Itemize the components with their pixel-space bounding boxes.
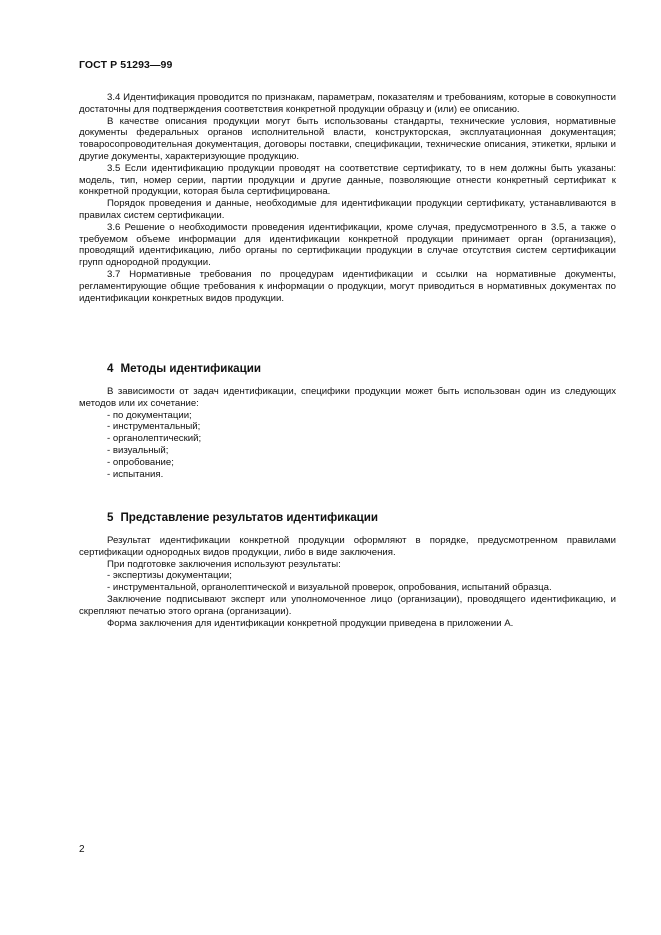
section-5-number: 5	[107, 511, 114, 524]
section-4-number: 4	[107, 362, 114, 375]
section-4-heading	[107, 362, 268, 375]
section-5-paragraph-result: Результат идентификации конкретной продукции оформляют в порядке, предусмотренном правилами сертификации однородных видов продукции, либо в виде заключения.	[79, 535, 616, 558]
paragraph-procedure: Порядок проведения и данные, необходимые для идентификации продукции сертификату, устанавливаются в правилах систем сертификации.	[79, 198, 616, 221]
section-5-title: Представление результатов идентификации	[120, 511, 379, 524]
list-item: - испытания.	[107, 468, 164, 480]
paragraph-3-4: 3.4 Идентификация проводится по признакам, параметрам, показателям и требованиям, которые в совокупности достаточны для подтверждения соответствия конкретной продукции образцу и (или) ее описанию.	[79, 92, 616, 115]
paragraph-3-7: 3.7 Нормативные требования по процедурам идентификации и ссылки на нормативные документы, регламентирующие общие требования к информации о продукции, могут приводиться в нормативных документах по идентификации конкретных видов продукции.	[79, 268, 616, 304]
list-item: - экспертизы документации;	[107, 570, 232, 582]
list-item: - инструментальной, органолептической и визуальной проверок, опробования, испытаний образца.	[107, 582, 552, 594]
section-5-heading	[107, 511, 385, 524]
section-4-title: Методы идентификации	[120, 362, 261, 375]
list-item: - инструментальный;	[107, 421, 201, 433]
paragraph-3-6: 3.6 Решение о необходимости проведения идентификации, кроме случая, предусмотренного в 3.5, а также о требуемом объеме информации для идентификации конкретной продукции принимает орган (организация), проводящий идентификацию, либо органы по сертификации продукции в случае отсутствия систем сертификации групп однородной продукции.	[79, 221, 616, 269]
paragraph-description: В качестве описания продукции могут быть использованы стандарты, технические условия, нормативные документы федеральных органов исполнительной власти, конструкторская, эксплуатационная документация; товаросопроводительная документация, договоры поставки, спецификации, технические описания, этикетки, ярлыки и другие документы, характеризующие продукцию.	[79, 115, 616, 162]
list-item: - опробование;	[107, 456, 174, 468]
list-item: - органолептический;	[107, 433, 202, 445]
list-item: - по документации;	[107, 409, 192, 421]
clause-3-block	[79, 92, 616, 304]
section-5-body	[79, 535, 616, 629]
section-4-intro: В зависимости от задач идентификации, специфики продукции может быть использован один из следующих методов или их сочетание:	[79, 386, 616, 409]
section-5-paragraph-signature: Заключение подписывают эксперт или уполномоченное лицо (организации), проводящего идентификацию, и скрепляют печатью этого органа (организации).	[79, 593, 616, 617]
list-item: - визуальный;	[107, 444, 169, 456]
section-4-body	[79, 386, 616, 480]
section-5-paragraph-prep: При подготовке заключения используют результаты:	[107, 558, 341, 570]
page-number: 2	[79, 844, 85, 855]
paragraph-3-5: 3.5 Если идентификацию продукции проводят на соответствие сертификату, то в нем должны быть указаны: модель, тип, номер серии, партии продукции и другие данные, позволяющие отнести конкретный сертификат к конкретной продукции, которая была сертифицирована.	[79, 162, 616, 198]
document-header: ГОСТ Р 51293—99	[79, 59, 173, 71]
section-5-paragraph-form: Форма заключения для идентификации конкретной продукции приведена в приложении А.	[107, 617, 514, 629]
